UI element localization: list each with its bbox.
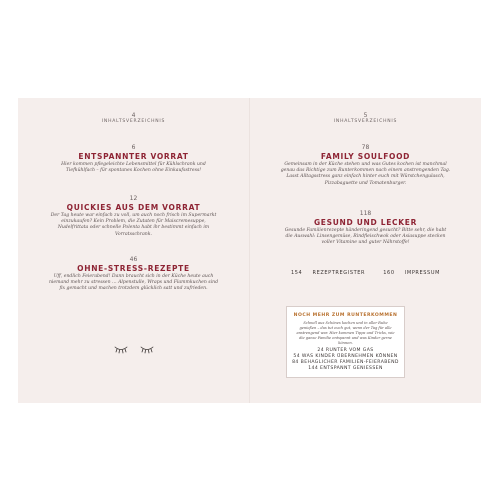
box-item[interactable] bbox=[287, 366, 404, 372]
entry-page: 118 bbox=[359, 210, 372, 217]
entry-page: 46 bbox=[129, 256, 138, 263]
box-item-page: 84 bbox=[292, 360, 299, 365]
box-item-label: ENTSPANNT GENIESSEN bbox=[320, 366, 383, 371]
register-page: 154 bbox=[291, 270, 303, 276]
toc-entry[interactable] bbox=[18, 256, 249, 293]
entry-page: 78 bbox=[361, 144, 370, 151]
entry-description: Der Tag heute war einfach zu voll, um auch noch frisch im Supermarkt einzukaufen? Kein Problem, die Zutaten für Maiscremesuppe, Nudelfrittata oder schnelle Polenta habt ihr bestimmt einfach im Vorratsschrank. bbox=[50, 213, 217, 237]
entry-title: ENTSPANNTER VORRAT bbox=[78, 152, 189, 161]
box-item-label: WAS KINDER ÜBERNEHMEN KÖNNEN bbox=[301, 354, 398, 359]
box-item-page: 24 bbox=[317, 348, 325, 353]
register-line bbox=[250, 270, 481, 276]
closed-eyes-lashes-icon bbox=[113, 344, 155, 354]
page-number: 5 bbox=[363, 112, 368, 119]
book-spread bbox=[18, 98, 481, 403]
box-item-page: 54 bbox=[293, 354, 301, 359]
register-label: IMPRESSUM bbox=[404, 270, 440, 276]
more-box bbox=[286, 306, 405, 378]
register-link[interactable] bbox=[379, 270, 444, 276]
box-intro: Schnell aus Schönes kochen und in aller Ruhe genießen – das tut euch gut, wenn der Tag für alle anstrengend war. Hier kommen Tipps und Tricks, wie die ganze Familie entspannt und was Kinder gerne können. bbox=[296, 321, 395, 345]
left-folio bbox=[18, 112, 249, 124]
left-page bbox=[18, 98, 249, 403]
toc-entry[interactable] bbox=[250, 210, 481, 247]
box-item-label: BEHAGLICHER FAMILIEN-FEIERABEND bbox=[300, 360, 399, 365]
toc-entry[interactable] bbox=[18, 144, 249, 174]
page-number: 4 bbox=[131, 112, 136, 119]
entry-title: FAMILY SOULFOOD bbox=[320, 152, 411, 161]
box-heading: NOCH MEHR ZUM RUNTERKOMMEN bbox=[293, 313, 398, 318]
register-page: 160 bbox=[383, 270, 395, 276]
entry-description: Gesunde Familienrezepte händeringend gesucht? Bitte sehr, die habt die Auswahl: Linsengemüse, Rindfleischwok oder Asiasuppe stecken voller Vitamine und guter Nährstoffe! bbox=[284, 228, 447, 246]
toc-entry[interactable] bbox=[18, 195, 249, 238]
box-item-page: 144 bbox=[308, 366, 319, 371]
entry-description: Hier kommen pflegeleichte Lebensmittel für Kühlschrank und Tiefkühlfach – für spontanes Kochen ohne Einkaufsstress! bbox=[61, 162, 206, 174]
entry-title: QUICKIES AUS DEM VORRAT bbox=[66, 203, 201, 212]
entry-title: OHNE-STRESS-REZEPTE bbox=[77, 264, 190, 273]
toc-entry[interactable] bbox=[250, 144, 481, 187]
running-head: INHALTSVERZEICHNIS bbox=[101, 119, 166, 124]
entry-page: 12 bbox=[129, 195, 138, 202]
entry-description: Uff, endlich Feierabend! Dann braucht sich in der Küche heute auch niemand mehr zu stressen … Alpenstulle, Wraps und Flammkuchen sind fix gemacht und machen trotzdem glücklich satt und zufrieden. bbox=[48, 274, 219, 292]
entry-description: Gemeinsam in der Küche stehen und was Gutes kochen ist manchmal genau das Richtige zum Runterkommen nach einem anstrengenden Tag. Lasst Alltagsstress ganz einfach hinter euch mit Würstchengulasch, Pizzabaguette und Tomatenburger. bbox=[280, 162, 451, 186]
entry-title: GESUND UND LECKER bbox=[313, 218, 418, 227]
right-folio bbox=[250, 112, 481, 124]
register-link[interactable] bbox=[287, 270, 369, 276]
entry-page: 6 bbox=[131, 144, 136, 151]
running-head: INHALTSVERZEICHNIS bbox=[333, 119, 398, 124]
box-item-label: RUNTER VOM GAS bbox=[325, 348, 374, 353]
register-label: REZEPTREGISTER bbox=[312, 270, 366, 276]
